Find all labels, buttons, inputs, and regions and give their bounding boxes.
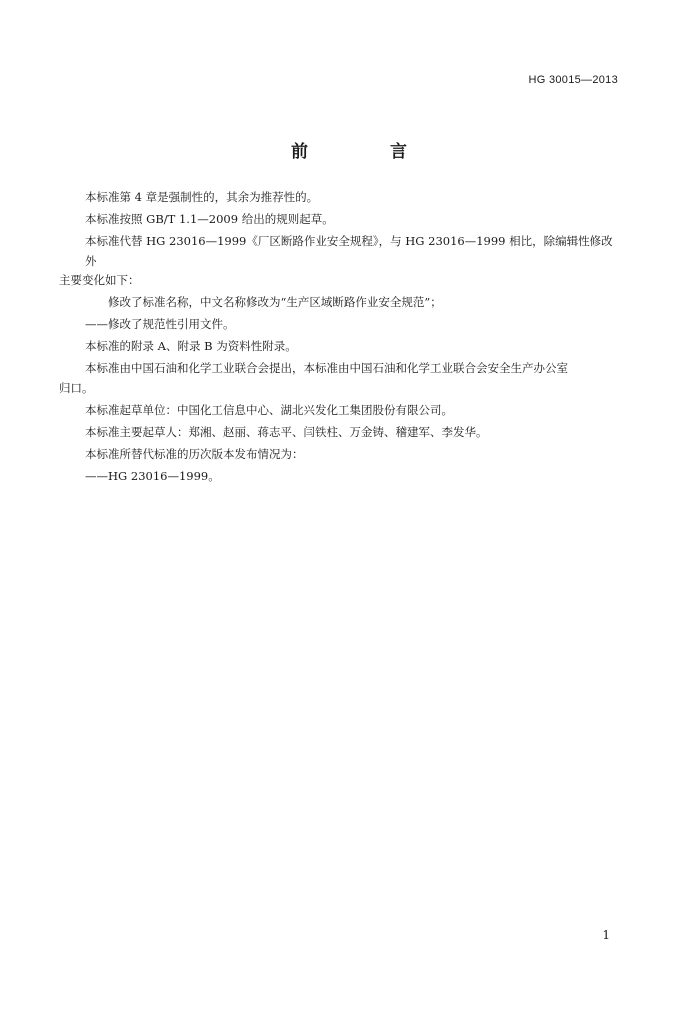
page-number: 1 [602, 928, 610, 942]
paragraph-proposed-by [59, 359, 618, 398]
foreword-body [59, 188, 618, 489]
paragraph-drafting-rules: 本标准按照 GB/T 1.1—2009 给出的规则起草。 [85, 212, 334, 226]
paragraph-drafters: 本标准主要起草人：郑湘、赵丽、蒋志平、闫铁柱、万金铸、稽建军、李发华。 [85, 424, 488, 439]
paragraph-previous-editions: 本标准所替代标准的历次版本发布情况为： [85, 446, 304, 461]
list-item-normative-references: ——修改了规范性引用文件。 [85, 317, 235, 331]
paragraph-replaces-line2: 主要变化如下： [59, 273, 140, 287]
paragraph-drafting-units: 本标准起草单位：中国化工信息中心、湖北兴发化工集团股份有限公司。 [85, 402, 453, 417]
paragraph-proposed-by-line2: 归口。 [59, 380, 94, 395]
paragraph-mandatory-clause: 本标准第 4 章是强制性的，其余为推荐性的。 [85, 190, 319, 204]
standard-code: HG 30015—2013 [528, 74, 618, 86]
paragraph-annexes: 本标准的附录 A、附录 B 为资料性附录。 [85, 339, 297, 353]
paragraph-replaces [59, 232, 618, 291]
list-item-previous-edition: ——HG 23016—1999。 [85, 468, 220, 483]
paragraph-replaces-line1: 本标准代替 HG 23016—1999《厂区断路作业安全规程》，与 HG 23016—1999 相比，除编辑性修改外 [85, 234, 613, 268]
page-title: 前 言 [291, 142, 445, 162]
list-item-title-change: 修改了标准名称，中文名称修改为“生产区域断路作业安全规范”； [108, 295, 442, 309]
paragraph-proposed-by-line1: 本标准由中国石油和化学工业联合会提出，本标准由中国石油和化学工业联合会安全生产办公室 [85, 361, 568, 375]
